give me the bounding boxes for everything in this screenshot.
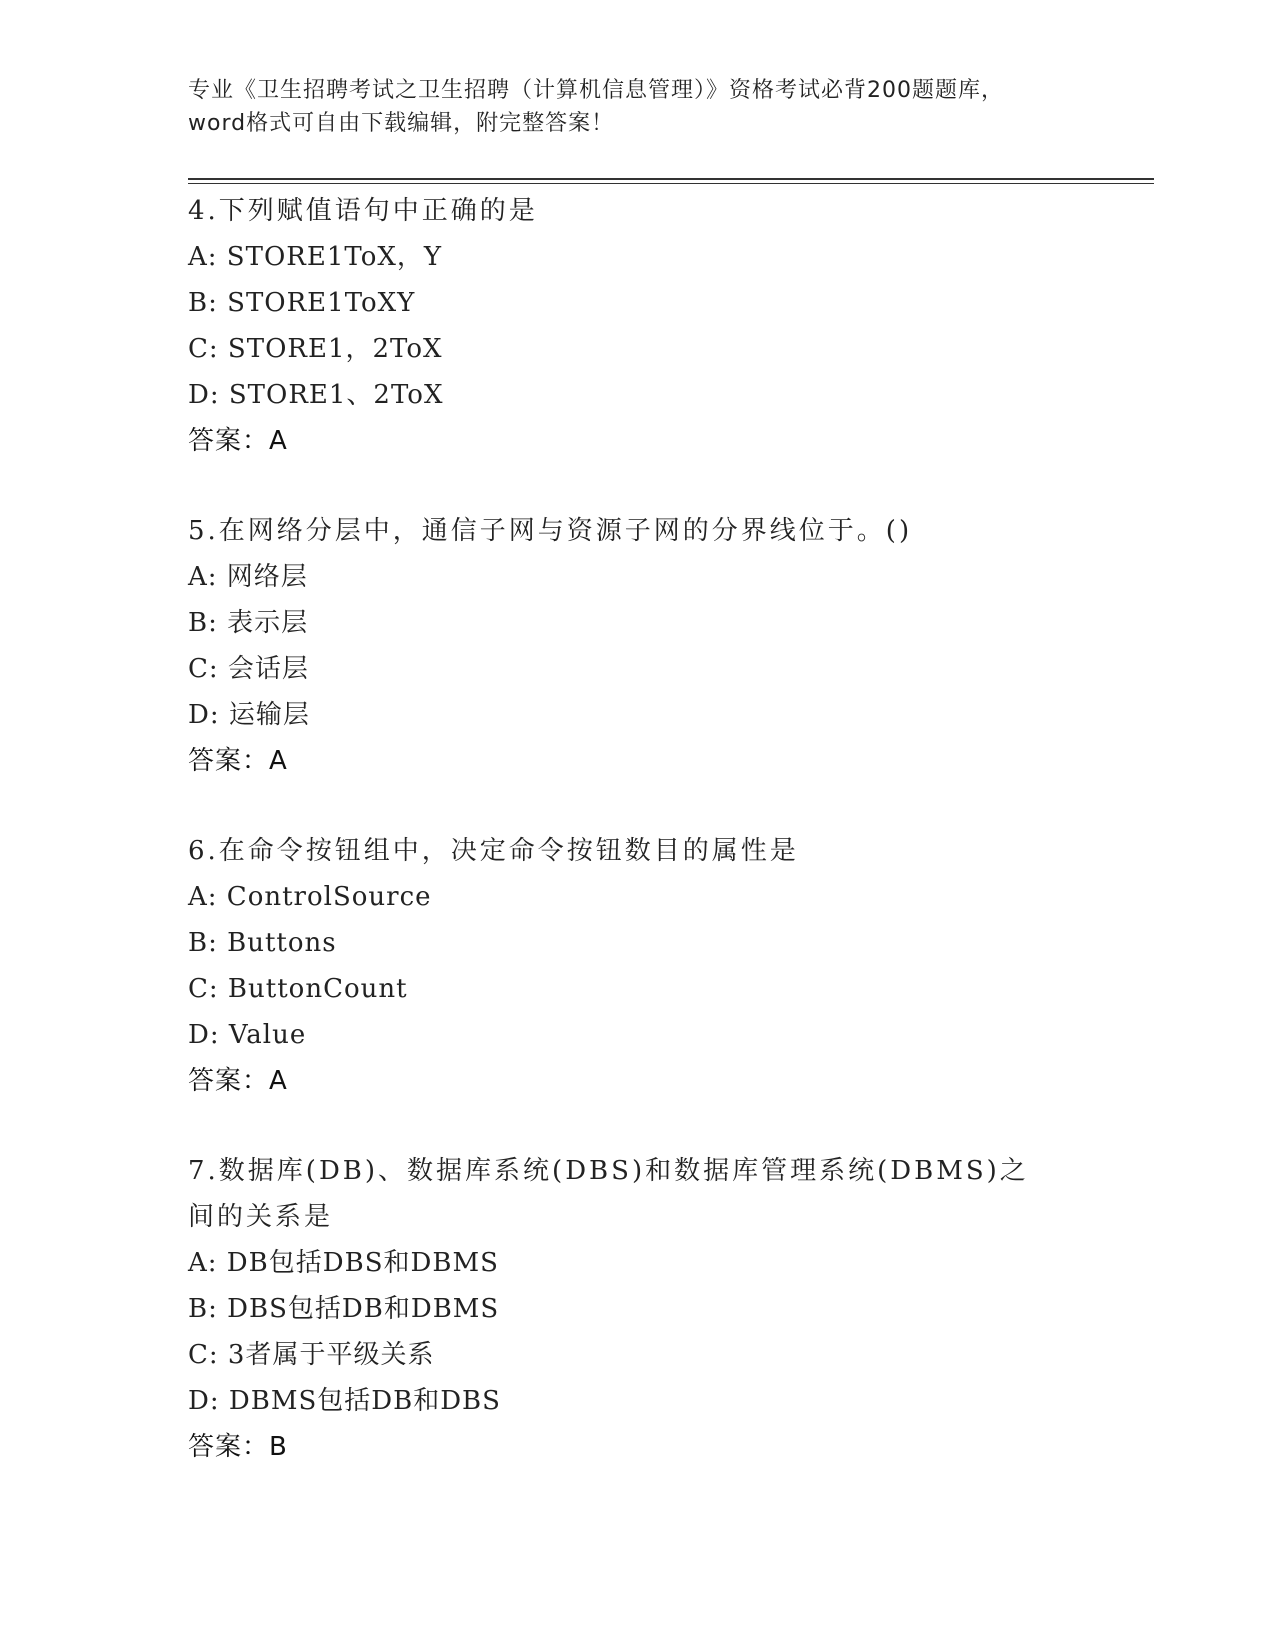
question-5	[188, 508, 1088, 784]
option-d: D: Value	[188, 1020, 307, 1050]
option-a: A: ControlSource	[188, 882, 432, 912]
header-divider-thick	[188, 178, 1154, 180]
question-list	[188, 188, 1088, 1514]
question-stem: 7.数据库(DB)、数据库系统(DBS)和数据库管理系统(DBMS)之间的关系是	[188, 1156, 1029, 1232]
header-line-2: word格式可自由下载编辑，附完整答案！	[188, 111, 615, 136]
answer-label: 答案：	[188, 1432, 270, 1462]
option-d: D: DBMS包括DB和DBS	[188, 1386, 501, 1416]
answer-label: 答案：	[188, 1066, 270, 1096]
answer-value: A	[269, 1066, 288, 1096]
option-a: A: 网络层	[188, 562, 308, 592]
answer-value: A	[269, 746, 288, 776]
question-stem: 4.下列赋值语句中正确的是	[188, 196, 538, 226]
option-b: B: DBS包括DB和DBMS	[188, 1294, 500, 1324]
document-header	[188, 74, 1088, 140]
question-7	[188, 1148, 1088, 1470]
option-b: B: STORE1ToXY	[188, 288, 416, 318]
header-divider-thin	[188, 183, 1154, 184]
question-stem: 5.在网络分层中，通信子网与资源子网的分界线位于。()	[188, 516, 913, 546]
option-b: B: 表示层	[188, 608, 309, 638]
header-line-1: 专业《卫生招聘考试之卫生招聘（计算机信息管理）》资格考试必背200题题库，	[188, 78, 1004, 103]
option-c: C: ButtonCount	[188, 974, 408, 1004]
answer-line	[188, 1424, 1088, 1470]
option-c: C: 会话层	[188, 654, 309, 684]
answer-value: A	[269, 426, 288, 456]
answer-label: 答案：	[188, 746, 270, 776]
question-stem: 6.在命令按钮组中，决定命令按钮数目的属性是	[188, 836, 799, 866]
option-d: D: 运输层	[188, 700, 310, 730]
option-a: A: DB包括DBS和DBMS	[188, 1248, 499, 1278]
answer-label: 答案：	[188, 426, 270, 456]
option-d: D: STORE1、2ToX	[188, 380, 444, 410]
answer-value: B	[269, 1432, 288, 1462]
option-c: C: STORE1，2ToX	[188, 334, 443, 364]
answer-line	[188, 738, 1088, 784]
answer-line	[188, 1058, 1088, 1104]
answer-line	[188, 418, 1088, 464]
option-b: B: Buttons	[188, 928, 337, 958]
option-a: A: STORE1ToX，Y	[188, 242, 443, 272]
question-4	[188, 188, 1088, 464]
option-c: C: 3者属于平级关系	[188, 1340, 435, 1370]
question-6	[188, 828, 1088, 1104]
